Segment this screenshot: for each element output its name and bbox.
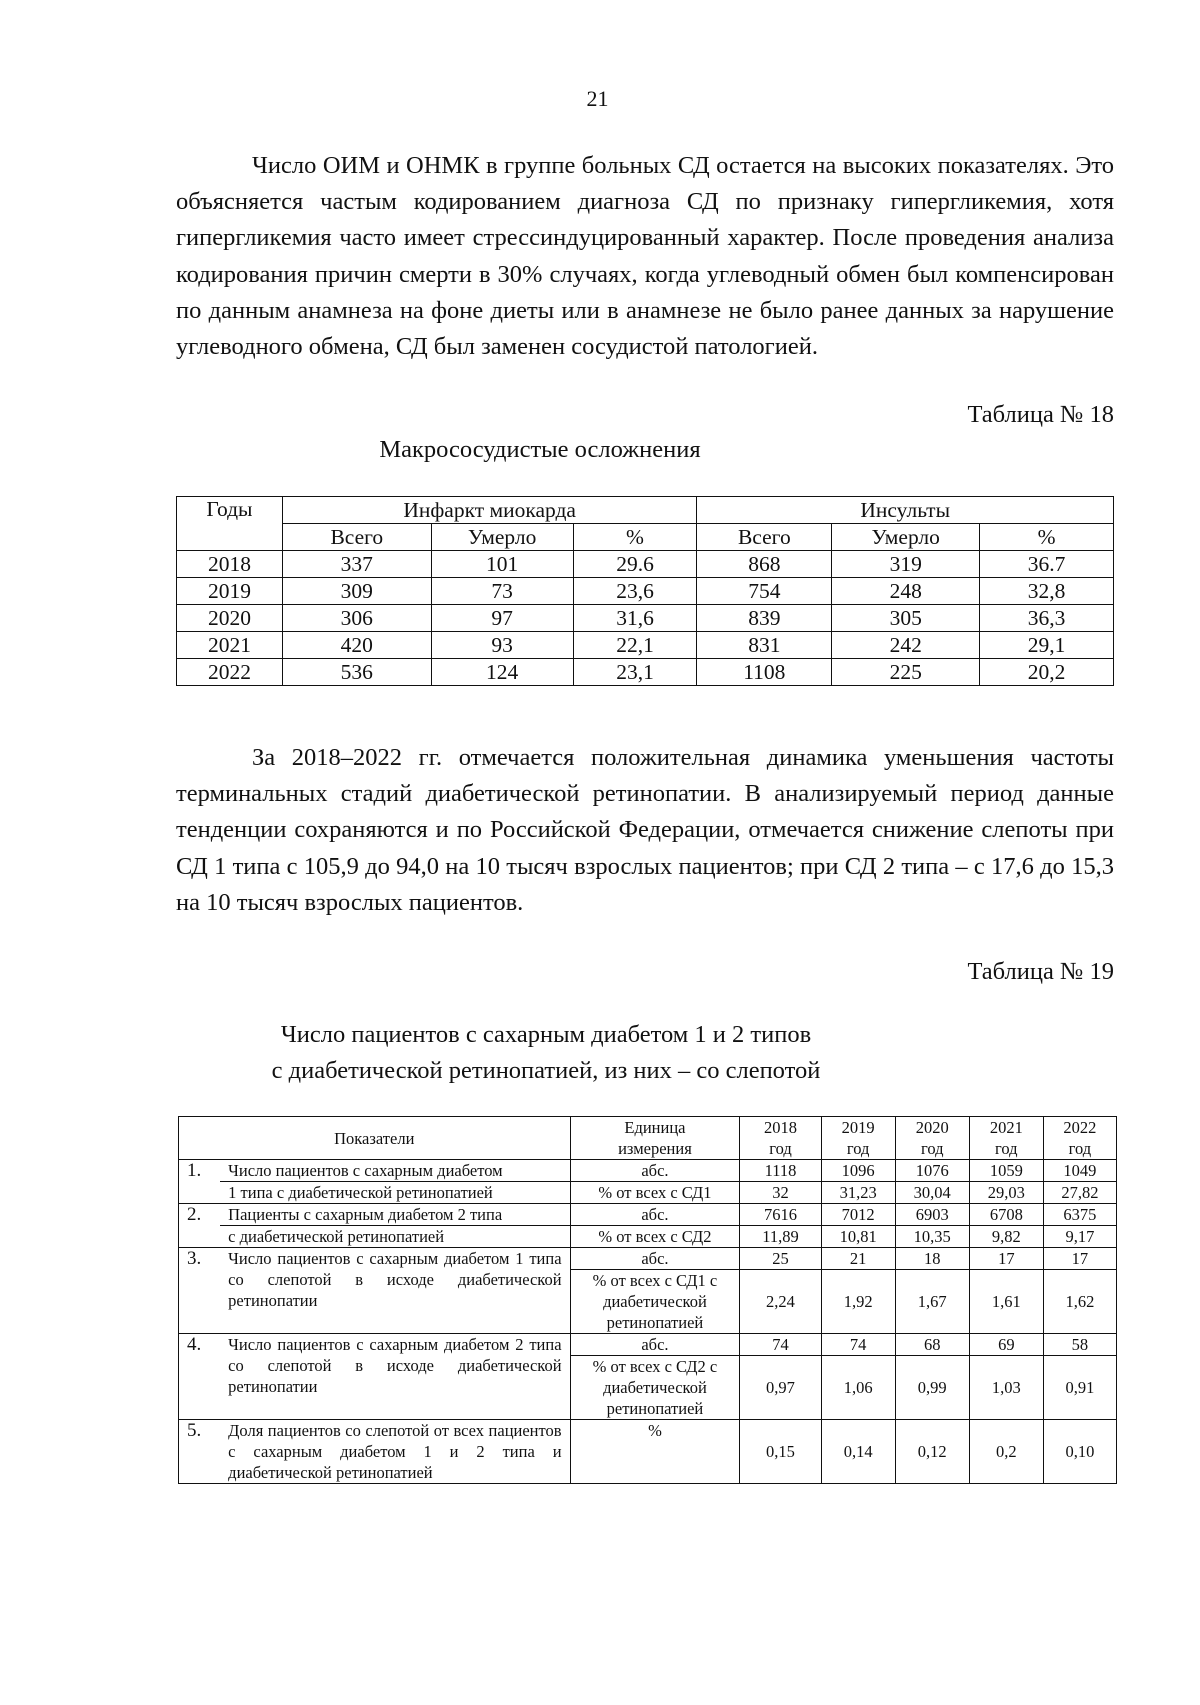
table-19 bbox=[178, 1116, 1117, 1484]
header-cell: Годы bbox=[177, 497, 283, 551]
value-cell: 1,67 bbox=[895, 1270, 969, 1334]
unit-cell: % от всех с СД1 с диабетической ретинопатией bbox=[570, 1270, 740, 1334]
year-label: 2020 bbox=[915, 1118, 949, 1137]
page-number: 21 bbox=[586, 86, 609, 111]
paragraph-2-first-line: За 2018–2022 гг. отмечается положительная динамика уменьшения bbox=[252, 744, 1014, 771]
table-cell: 2021 bbox=[177, 632, 283, 659]
table-cell: 29,1 bbox=[980, 632, 1114, 659]
unit-header-line-1: Единица bbox=[624, 1118, 686, 1137]
value-cell: 1,06 bbox=[821, 1356, 895, 1420]
row-number: 1. bbox=[179, 1160, 221, 1204]
value-cell: 30,04 bbox=[895, 1182, 969, 1204]
value-cell: 69 bbox=[969, 1334, 1043, 1356]
header-cell: % bbox=[573, 524, 697, 551]
row-description-line: 1 типа с диабетической ретинопатией bbox=[220, 1182, 570, 1204]
header-cell: Всего bbox=[282, 524, 431, 551]
table-cell: 868 bbox=[697, 551, 832, 578]
value-cell: 32 bbox=[740, 1182, 821, 1204]
table-header-row bbox=[179, 1117, 1117, 1160]
table-19-caption bbox=[0, 1017, 1146, 1089]
paragraph-1-rest: показателях. Это объясняется частым кодированием диагноза СД по признаку гипергликемия, хотя гипергликемия часто имеет стрессиндуцированный характер. После проведения анализа кодирования причин смерти в 30% случаях, когда углеводный обмен был компенсирован по данным анамнеза на фоне диеты или в анамнезе не было ранее данных за нарушение углеводного обмена, СД был заменен сосудистой патологией. bbox=[176, 152, 1115, 361]
table-18-caption: Макрососудистые осложнения bbox=[379, 436, 701, 463]
value-cell: 0,14 bbox=[821, 1420, 895, 1484]
value-cell: 1118 bbox=[740, 1160, 821, 1182]
value-cell: 1,62 bbox=[1043, 1270, 1116, 1334]
value-cell: 11,89 bbox=[740, 1226, 821, 1248]
value-cell: 2,24 bbox=[740, 1270, 821, 1334]
table-cell: 101 bbox=[431, 551, 573, 578]
table-cell: 248 bbox=[832, 578, 980, 605]
unit-cell: % от всех с СД2 bbox=[570, 1226, 740, 1248]
value-cell: 0,10 bbox=[1043, 1420, 1116, 1484]
year-suffix: год bbox=[1068, 1139, 1092, 1158]
year-suffix: год bbox=[846, 1139, 870, 1158]
header-cell bbox=[1043, 1117, 1116, 1160]
table-19-caption-line-2: с диабетической ретинопатией, из них – со слепотой bbox=[271, 1057, 821, 1084]
paragraph-2 bbox=[176, 740, 1114, 921]
table-row bbox=[179, 1160, 1117, 1182]
year-suffix: год bbox=[995, 1139, 1018, 1158]
table-cell: 319 bbox=[832, 551, 980, 578]
header-cell bbox=[821, 1117, 895, 1160]
value-cell: 7012 bbox=[821, 1204, 895, 1226]
table-18-number: Таблица № 18 bbox=[967, 401, 1114, 428]
table-19-number: Таблица № 19 bbox=[967, 958, 1114, 985]
table-cell: 97 bbox=[431, 605, 573, 632]
value-cell: 58 bbox=[1043, 1334, 1116, 1356]
header-cell: Умерло bbox=[832, 524, 980, 551]
value-cell: 27,82 bbox=[1043, 1182, 1116, 1204]
header-cell bbox=[969, 1117, 1043, 1160]
table-row bbox=[177, 551, 1114, 578]
row-number: 3. bbox=[179, 1248, 221, 1334]
value-cell: 17 bbox=[1043, 1248, 1116, 1270]
value-cell: 6708 bbox=[969, 1204, 1043, 1226]
value-cell: 1049 bbox=[1043, 1160, 1116, 1182]
table-row bbox=[179, 1248, 1117, 1270]
table-cell: 225 bbox=[832, 659, 980, 686]
value-cell: 0,15 bbox=[740, 1420, 821, 1484]
table-cell: 23,1 bbox=[573, 659, 697, 686]
table-cell: 306 bbox=[282, 605, 431, 632]
table-row bbox=[177, 632, 1114, 659]
table-cell: 2020 bbox=[177, 605, 283, 632]
value-cell: 1059 bbox=[969, 1160, 1043, 1182]
header-cell: Показатели bbox=[179, 1117, 571, 1160]
year-label: 2021 bbox=[989, 1118, 1023, 1137]
value-cell: 0,97 bbox=[740, 1356, 821, 1420]
row-number: 5. bbox=[179, 1420, 221, 1484]
header-cell: Инфаркт миокарда bbox=[282, 497, 697, 524]
unit-cell: абс. bbox=[570, 1334, 740, 1356]
table-cell: 23,6 bbox=[573, 578, 697, 605]
table-cell: 831 bbox=[697, 632, 832, 659]
row-description-line: Число пациентов с сахарным диабетом bbox=[220, 1160, 570, 1182]
header-cell bbox=[740, 1117, 821, 1160]
table-cell: 2019 bbox=[177, 578, 283, 605]
table-cell: 2022 bbox=[177, 659, 283, 686]
table-cell: 36.7 bbox=[980, 551, 1114, 578]
value-cell: 74 bbox=[821, 1334, 895, 1356]
row-description: Доля пациентов со слепотой от всех пациентов с сахарным диабетом 1 и 2 типа и диабетической ретинопатией bbox=[220, 1420, 570, 1484]
value-cell: 18 bbox=[895, 1248, 969, 1270]
table-row bbox=[177, 578, 1114, 605]
table-cell: 337 bbox=[282, 551, 431, 578]
header-cell: % bbox=[980, 524, 1114, 551]
value-cell: 1,92 bbox=[821, 1270, 895, 1334]
table-row bbox=[179, 1420, 1117, 1484]
header-cell bbox=[895, 1117, 969, 1160]
unit-cell: абс. bbox=[570, 1204, 740, 1226]
value-cell: 29,03 bbox=[969, 1182, 1043, 1204]
table-cell: 22,1 bbox=[573, 632, 697, 659]
unit-cell: абс. bbox=[570, 1248, 740, 1270]
table-cell: 309 bbox=[282, 578, 431, 605]
value-cell: 68 bbox=[895, 1334, 969, 1356]
table-row bbox=[179, 1334, 1117, 1356]
table-cell: 93 bbox=[431, 632, 573, 659]
value-cell: 0,12 bbox=[895, 1420, 969, 1484]
table-row bbox=[179, 1226, 1117, 1248]
table-row bbox=[177, 605, 1114, 632]
value-cell: 0,2 bbox=[969, 1420, 1043, 1484]
value-cell: 10,81 bbox=[821, 1226, 895, 1248]
table-18 bbox=[176, 496, 1114, 686]
table-header-row bbox=[177, 524, 1114, 551]
paragraph-2-rest: частоты терминальных стадий диабетической ретинопатии. В анализируемый период данные тенденции сохраняются и по Российской Федерации, отмечается снижение слепоты при СД 1 типа с 105,9 до 94,0 на 10 тысяч взрослых пациентов; при СД 2 типа – с 17,6 до 15,3 на 10 тысяч взрослых пациентов. bbox=[176, 744, 1114, 916]
table-row bbox=[177, 659, 1114, 686]
table-cell: 754 bbox=[697, 578, 832, 605]
row-description-line: Пациенты с сахарным диабетом 2 типа bbox=[220, 1204, 570, 1226]
value-cell: 31,23 bbox=[821, 1182, 895, 1204]
header-cell: Всего bbox=[697, 524, 832, 551]
table-cell: 124 bbox=[431, 659, 573, 686]
table-cell: 2018 bbox=[177, 551, 283, 578]
year-label: 2022 bbox=[1063, 1118, 1097, 1137]
row-description: Число пациентов с сахарным диабетом 2 типа со слепотой в исходе диабетической ретинопатии bbox=[220, 1334, 570, 1420]
value-cell: 0,91 bbox=[1043, 1356, 1116, 1420]
table-cell: 20,2 bbox=[980, 659, 1114, 686]
value-cell: 17 bbox=[969, 1248, 1043, 1270]
value-cell: 6375 bbox=[1043, 1204, 1116, 1226]
year-label: 2019 bbox=[841, 1118, 875, 1137]
paragraph-1 bbox=[176, 148, 1114, 365]
table-19-caption-line-1: Число пациентов с сахарным диабетом 1 и 2 типов bbox=[280, 1021, 812, 1048]
unit-header-line-2: измерения bbox=[618, 1139, 692, 1158]
header-cell: Умерло bbox=[431, 524, 573, 551]
row-description: Число пациентов с сахарным диабетом 1 типа со слепотой в исходе диабетической ретинопатии bbox=[220, 1248, 570, 1334]
table-cell: 839 bbox=[697, 605, 832, 632]
table-cell: 36,3 bbox=[980, 605, 1114, 632]
value-cell: 1096 bbox=[821, 1160, 895, 1182]
table-row bbox=[179, 1182, 1117, 1204]
value-cell: 7616 bbox=[740, 1204, 821, 1226]
paragraph-1-first-line: Число ОИМ и ОНМК в группе больных СД остается на высоких bbox=[252, 152, 932, 179]
table-cell: 1108 bbox=[697, 659, 832, 686]
unit-cell: % от всех с СД2 с диабетической ретинопатией bbox=[570, 1356, 740, 1420]
value-cell: 6903 bbox=[895, 1204, 969, 1226]
value-cell: 0,99 bbox=[895, 1356, 969, 1420]
unit-cell: % от всех с СД1 bbox=[570, 1182, 740, 1204]
unit-cell: абс. bbox=[570, 1160, 740, 1182]
table-cell: 31,6 bbox=[573, 605, 697, 632]
year-suffix: год bbox=[920, 1139, 944, 1158]
year-suffix: год bbox=[769, 1139, 792, 1158]
value-cell: 9,17 bbox=[1043, 1226, 1116, 1248]
header-cell: Инсульты bbox=[697, 497, 1114, 524]
row-number: 4. bbox=[179, 1334, 221, 1420]
value-cell: 1,03 bbox=[969, 1356, 1043, 1420]
value-cell: 25 bbox=[740, 1248, 821, 1270]
value-cell: 9,82 bbox=[969, 1226, 1043, 1248]
table-header-row bbox=[177, 497, 1114, 524]
value-cell: 1,61 bbox=[969, 1270, 1043, 1334]
row-description-line: с диабетической ретинопатией bbox=[220, 1226, 570, 1248]
table-row bbox=[179, 1204, 1117, 1226]
value-cell: 74 bbox=[740, 1334, 821, 1356]
value-cell: 21 bbox=[821, 1248, 895, 1270]
table-cell: 29.6 bbox=[573, 551, 697, 578]
table-cell: 73 bbox=[431, 578, 573, 605]
year-label: 2018 bbox=[763, 1118, 797, 1137]
table-cell: 305 bbox=[832, 605, 980, 632]
table-cell: 32,8 bbox=[980, 578, 1114, 605]
table-cell: 536 bbox=[282, 659, 431, 686]
table-cell: 420 bbox=[282, 632, 431, 659]
value-cell: 10,35 bbox=[895, 1226, 969, 1248]
unit-cell: % bbox=[570, 1420, 740, 1484]
header-cell bbox=[570, 1117, 740, 1160]
row-number: 2. bbox=[179, 1204, 221, 1248]
value-cell: 1076 bbox=[895, 1160, 969, 1182]
table-cell: 242 bbox=[832, 632, 980, 659]
